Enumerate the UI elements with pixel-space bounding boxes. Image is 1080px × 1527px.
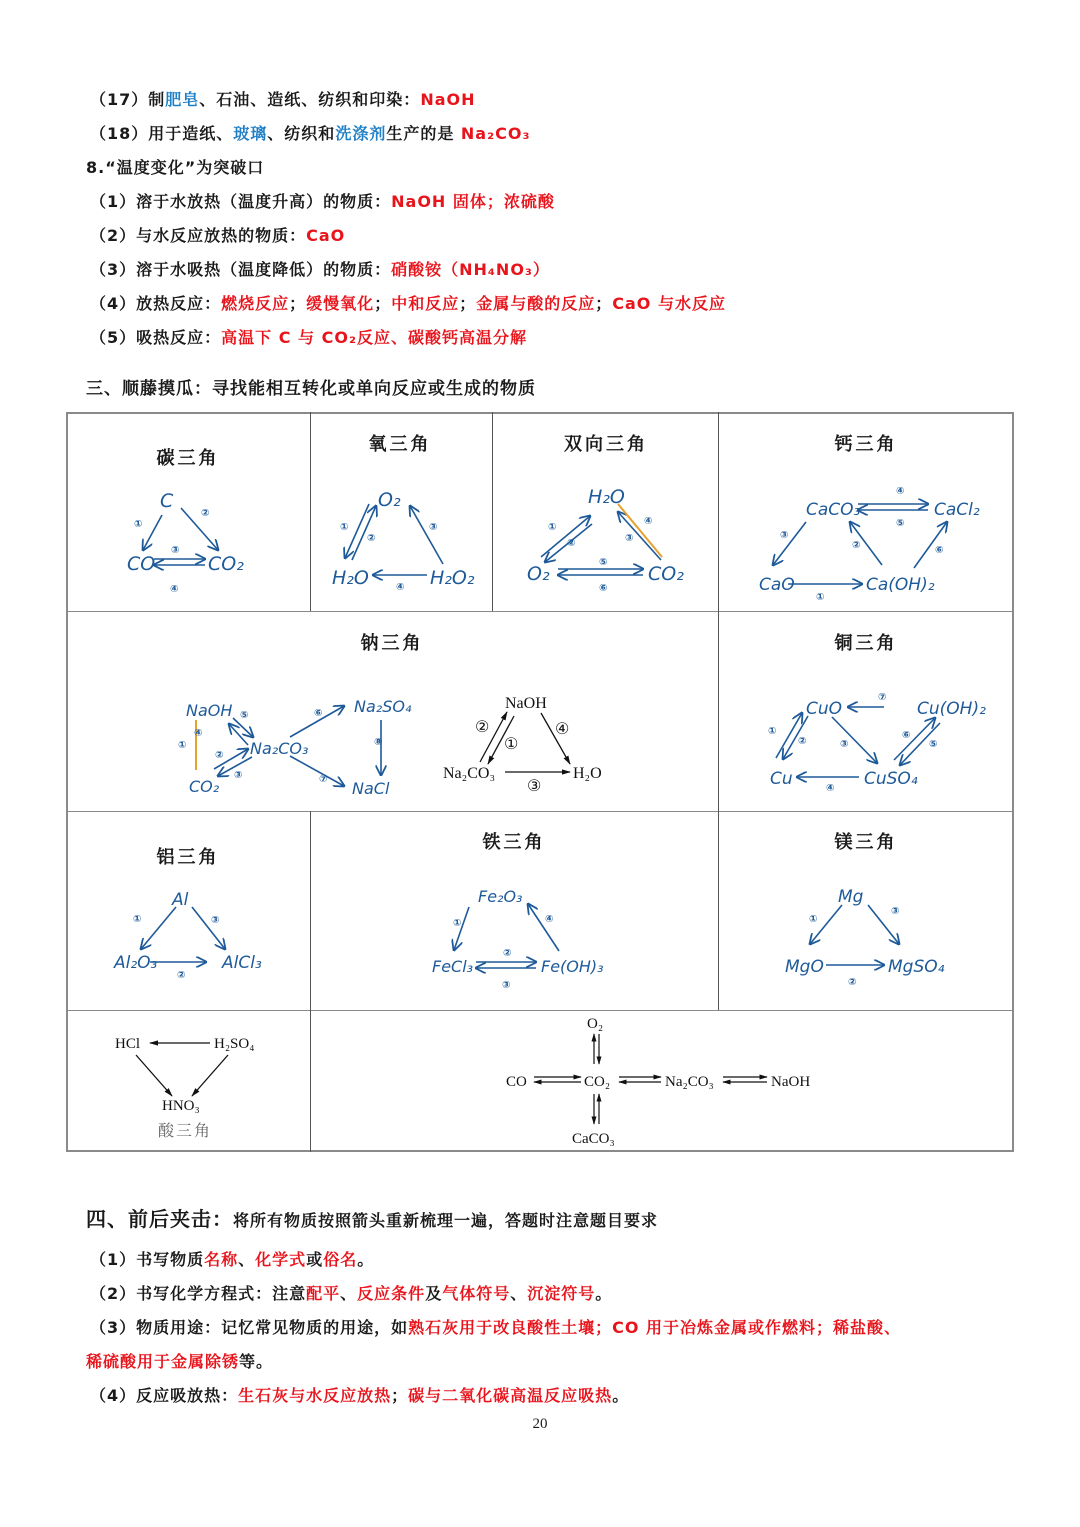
bidirectional-triangle-title: 双向三角	[564, 434, 648, 455]
magnesium-triangle-title: 镁三角	[834, 832, 898, 853]
svg-text:O₂: O₂	[378, 489, 401, 511]
svg-text:②: ②	[215, 750, 224, 761]
line-17: （17）制肥皂、石油、造纸、纺织和印染：NaOH	[90, 90, 476, 109]
svg-text:⑥: ⑥	[935, 545, 944, 556]
svg-text:②: ②	[201, 508, 210, 519]
svg-text:③: ③	[780, 530, 789, 541]
svg-text:Na₂SO₄: Na₂SO₄	[354, 697, 412, 716]
svg-text:③: ③	[527, 778, 542, 795]
svg-text:MgO: MgO	[785, 957, 824, 977]
svg-text:CuSO₄: CuSO₄	[864, 769, 918, 789]
svg-text:③: ③	[429, 522, 438, 533]
svg-text:③: ③	[171, 545, 180, 556]
svg-text:③: ③	[625, 533, 634, 544]
svg-text:⑥: ⑥	[902, 730, 911, 741]
svg-text:Mg: Mg	[838, 887, 864, 907]
svg-text:②: ②	[367, 533, 376, 544]
svg-text:②: ②	[475, 719, 490, 736]
svg-text:NaOH: NaOH	[505, 695, 547, 712]
svg-text:③: ③	[211, 915, 220, 926]
section-3-heading: 三、顺藤摸瓜：寻找能相互转化或单向反应或生成的物质	[86, 379, 536, 399]
svg-text:H₂O: H₂O	[573, 765, 602, 782]
svg-text:CO₂: CO₂	[584, 1074, 611, 1090]
svg-text:①: ①	[453, 918, 462, 929]
svg-text:①: ①	[340, 522, 349, 533]
svg-text:⑧: ⑧	[374, 737, 383, 748]
svg-text:CaCO₃: CaCO₃	[806, 500, 861, 520]
svg-text:O₂: O₂	[587, 1016, 604, 1032]
svg-text:CO: CO	[506, 1074, 527, 1090]
svg-text:CO₂: CO₂	[208, 553, 244, 575]
svg-text:②: ②	[567, 538, 576, 549]
temp-item-3: （3）溶于水吸热（温度降低）的物质：硝酸铵（NH₄NO₃）	[90, 260, 550, 279]
aluminum-triangle-title: 铝三角	[156, 847, 220, 868]
svg-text:④: ④	[396, 582, 405, 593]
svg-text:NaCl: NaCl	[352, 779, 390, 798]
svg-text:Cu: Cu	[770, 769, 793, 789]
section-4-heading: 四、前后夹击：将所有物质按照箭头重新梳理一遍，答题时注意题目要求	[86, 1207, 659, 1231]
svg-text:⑤: ⑤	[240, 710, 249, 721]
section-4-item-3-cont: 稀硫酸用于金属除锈等。	[86, 1352, 274, 1371]
svg-text:NaOH: NaOH	[186, 701, 233, 720]
svg-text:C: C	[160, 490, 174, 512]
svg-text:②: ②	[852, 540, 861, 551]
svg-text:①: ①	[133, 914, 142, 925]
svg-text:②: ②	[798, 736, 807, 747]
svg-text:①: ①	[809, 914, 818, 925]
svg-text:④: ④	[826, 783, 835, 794]
section-4-item-4: （4）反应吸放热：生石灰与水反应放热；碳与二氧化碳高温反应吸热。	[90, 1386, 630, 1405]
svg-text:AlCl₃: AlCl₃	[222, 953, 262, 973]
carbon-triangle-title: 碳三角	[156, 448, 220, 469]
svg-text:NaOH: NaOH	[771, 1074, 811, 1090]
svg-text:⑥: ⑥	[599, 583, 608, 594]
svg-text:CO: CO	[127, 553, 156, 575]
svg-text:CaCl₂: CaCl₂	[934, 500, 980, 520]
svg-text:③: ③	[502, 980, 511, 991]
svg-text:CaCO₃: CaCO₃	[572, 1131, 615, 1147]
svg-text:③: ③	[891, 906, 900, 917]
svg-text:Na₂CO₃: Na₂CO₃	[250, 739, 309, 758]
svg-text:⑤: ⑤	[929, 739, 938, 750]
svg-text:⑦: ⑦	[319, 774, 328, 785]
iron-triangle-title: 铁三角	[482, 832, 546, 853]
svg-text:MgSO₄: MgSO₄	[888, 957, 945, 977]
calcium-triangle-title: 钙三角	[834, 434, 898, 455]
svg-text:CO₂: CO₂	[189, 777, 220, 796]
svg-text:酸三角: 酸三角	[158, 1121, 213, 1140]
svg-text:FeCl₃: FeCl₃	[432, 957, 474, 976]
temp-item-5: （5）吸热反应：高温下 C 与 CO₂反应、碳酸钙高温分解	[90, 328, 527, 347]
svg-text:Al: Al	[172, 890, 189, 910]
svg-text:Cu(OH)₂: Cu(OH)₂	[917, 699, 986, 719]
line-18: （18）用于造纸、玻璃、纺织和洗涤剂生产的是 Na₂CO₃	[90, 124, 531, 143]
section-8-heading: 8.“温度变化”为突破口	[86, 158, 265, 177]
svg-text:CO₂: CO₂	[648, 563, 684, 585]
section-4-item-3: （3）物质用途：记忆常见物质的用途，如熟石灰用于改良酸性土壤；CO 用于冶炼金属或作燃料；稀盐酸、	[90, 1318, 902, 1337]
svg-text:Fe₂O₃: Fe₂O₃	[478, 887, 523, 906]
temp-item-4: （4）放热反应：燃烧反应；缓慢氧化；中和反应；金属与酸的反应；CaO 与水反应	[90, 294, 726, 313]
temp-item-2: （2）与水反应放热的物质：CaO	[90, 226, 346, 245]
sodium-triangle-title: 钠三角	[360, 633, 424, 654]
svg-text:Na₂CO₃: Na₂CO₃	[665, 1074, 714, 1090]
svg-text:④: ④	[545, 914, 554, 925]
svg-text:②: ②	[503, 948, 512, 959]
svg-text:①: ①	[816, 592, 825, 603]
svg-text:①: ①	[134, 519, 143, 530]
svg-text:②: ②	[848, 977, 857, 988]
svg-text:H₂O: H₂O	[332, 567, 369, 589]
svg-text:③: ③	[234, 770, 243, 781]
carbon-triangle-nodes	[127, 490, 244, 575]
svg-text:HCl: HCl	[115, 1036, 141, 1052]
svg-text:H₂O: H₂O	[588, 486, 625, 508]
section-4-item-2: （2）书写化学方程式：注意配平、反应条件及气体符号、沉淀符号。	[90, 1284, 613, 1303]
svg-text:①: ①	[504, 736, 519, 753]
svg-text:Al₂O₃: Al₂O₃	[114, 953, 158, 973]
svg-text:⑤: ⑤	[896, 518, 905, 529]
svg-text:④: ④	[555, 721, 570, 738]
svg-text:③: ③	[840, 739, 849, 750]
svg-text:H₂SO₄: H₂SO₄	[214, 1036, 255, 1052]
svg-text:O₂: O₂	[527, 563, 550, 585]
temp-item-1: （1）溶于水放热（温度升高）的物质：NaOH 固体；浓硫酸	[90, 192, 555, 211]
svg-text:①: ①	[768, 726, 777, 737]
svg-text:④: ④	[644, 516, 653, 527]
page-number: 20	[532, 1416, 548, 1432]
copper-triangle-title: 铜三角	[834, 633, 898, 654]
svg-text:⑤: ⑤	[599, 557, 608, 568]
svg-text:HNO₃: HNO₃	[162, 1098, 200, 1114]
svg-text:④: ④	[170, 584, 179, 595]
svg-text:①: ①	[178, 740, 187, 751]
svg-text:CuO: CuO	[806, 699, 843, 719]
svg-text:④: ④	[896, 486, 905, 497]
svg-text:Fe(OH)₃: Fe(OH)₃	[541, 957, 604, 976]
section-4-item-1: （1）书写物质名称、化学式或俗名。	[90, 1250, 375, 1269]
svg-text:②: ②	[177, 970, 186, 981]
oxygen-triangle-title: 氧三角	[368, 434, 432, 455]
svg-text:Na₂CO₃: Na₂CO₃	[443, 765, 496, 782]
svg-text:⑦: ⑦	[878, 692, 887, 703]
svg-text:CaO: CaO	[759, 575, 795, 595]
svg-text:⑥: ⑥	[314, 708, 323, 719]
svg-text:④: ④	[194, 728, 203, 739]
svg-text:Ca(OH)₂: Ca(OH)₂	[866, 575, 935, 595]
svg-text:H₂O₂: H₂O₂	[430, 567, 475, 589]
svg-text:①: ①	[548, 522, 557, 533]
